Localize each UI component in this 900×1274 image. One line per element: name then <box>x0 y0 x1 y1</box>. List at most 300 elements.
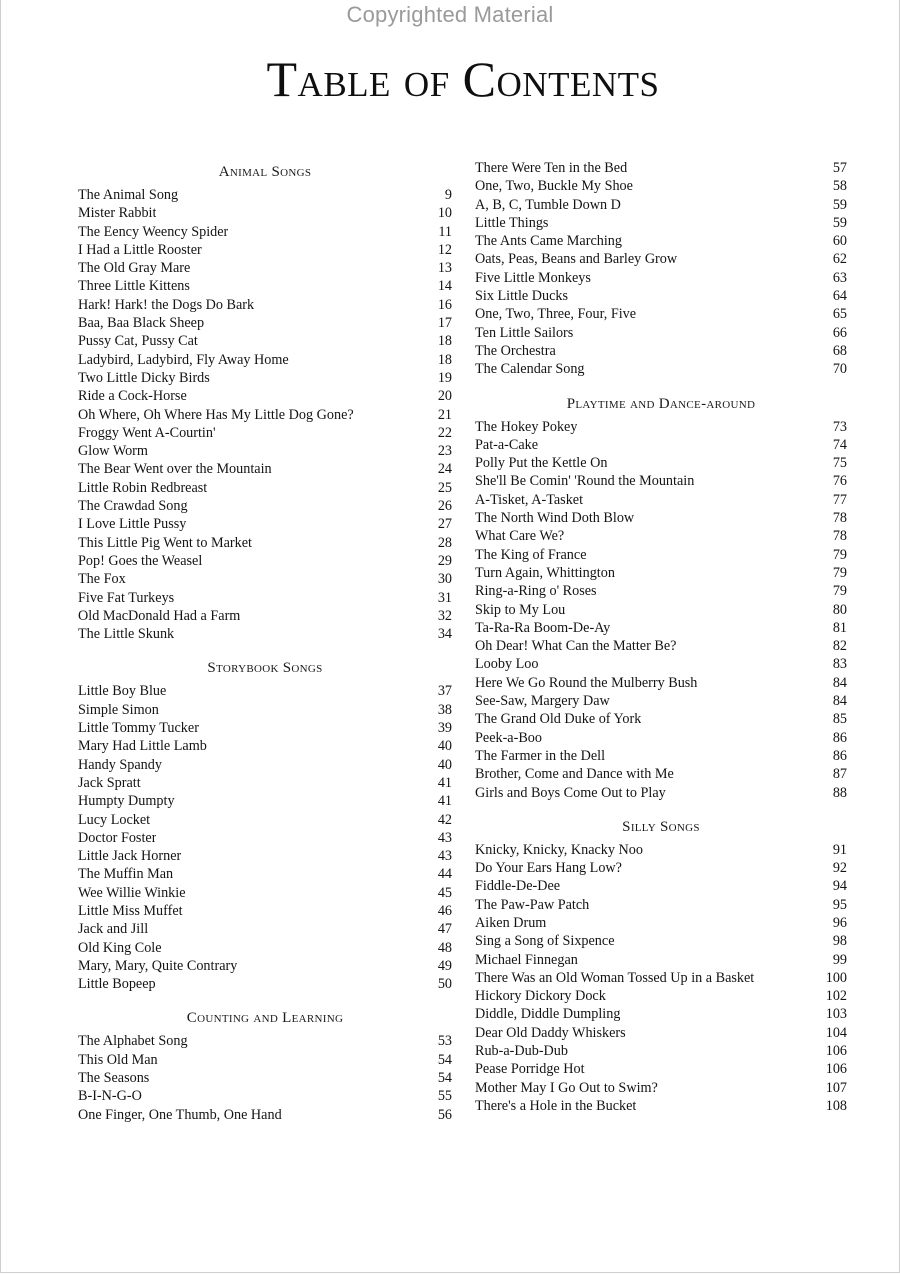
entry-title: Little Bopeep <box>78 976 156 993</box>
entry-title: Sing a Song of Sixpence <box>475 933 615 950</box>
toc-entry <box>475 527 847 545</box>
toc-entry <box>78 1051 452 1069</box>
page-title: Table of Contents <box>266 51 660 107</box>
toc-entry <box>78 497 452 515</box>
entry-title: The King of France <box>475 546 587 563</box>
entry-page-number: 73 <box>832 418 847 435</box>
toc-section-silly-songs <box>475 814 847 1115</box>
entry-page-number: 43 <box>437 848 452 865</box>
entry-title: Humpty Dumpty <box>78 793 175 810</box>
entry-title: Mister Rabbit <box>78 205 157 222</box>
toc-entry <box>78 534 452 552</box>
entry-page-number: 91 <box>832 841 847 858</box>
toc-entry <box>475 232 847 250</box>
entry-page-number: 106 <box>825 1061 847 1078</box>
toc-section-playtime-and-dance-around <box>475 391 847 802</box>
entry-title: The Old Gray Mare <box>78 260 191 277</box>
entry-page-number: 25 <box>437 479 452 496</box>
toc-entry <box>78 442 452 460</box>
toc-entry <box>475 1042 847 1060</box>
entry-title: Two Little Dicky Birds <box>78 369 210 386</box>
entry-page-number: 14 <box>437 278 452 295</box>
entry-title: This Old Man <box>78 1051 158 1068</box>
entry-page-number: 55 <box>437 1088 452 1105</box>
entry-title: The Ants Came Marching <box>475 233 622 250</box>
entry-title: The Fox <box>78 571 126 588</box>
section-heading: Playtime and Dance-around <box>566 395 756 412</box>
entry-page-number: 60 <box>832 233 847 250</box>
toc-entry <box>78 515 452 533</box>
entry-title: Skip to My Lou <box>475 601 566 618</box>
entry-page-number: 19 <box>437 369 452 386</box>
entry-title: One, Two, Buckle My Shoe <box>475 178 633 195</box>
section-heading: Storybook Songs <box>207 660 323 677</box>
toc-entry <box>78 204 452 222</box>
entry-title: Wee Willie Winkie <box>78 884 186 901</box>
entry-title: Rub-a-Dub-Dub <box>475 1043 568 1060</box>
entry-title: Oh Where, Oh Where Has My Little Dog Gone? <box>78 406 354 423</box>
toc-entry <box>475 360 847 378</box>
toc-entry <box>475 765 847 783</box>
toc-entry <box>78 719 452 737</box>
entry-page-number: 81 <box>832 619 847 636</box>
entry-title: Michael Finnegan <box>475 951 578 968</box>
entry-title: This Little Pig Went to Market <box>78 534 252 551</box>
toc-entry <box>475 214 847 232</box>
entry-page-number: 21 <box>437 406 452 423</box>
entry-title: The Crawdad Song <box>78 498 188 515</box>
entry-page-number: 85 <box>832 711 847 728</box>
entry-page-number: 78 <box>832 528 847 545</box>
entry-page-number: 58 <box>832 178 847 195</box>
entry-title: Little Jack Horner <box>78 848 182 865</box>
toc-right-column <box>475 159 847 1115</box>
toc-entry <box>475 896 847 914</box>
toc-entry <box>78 1106 452 1124</box>
toc-entry <box>475 250 847 268</box>
toc-entry <box>475 342 847 360</box>
entry-page-number: 103 <box>825 1006 847 1023</box>
entry-page-number: 92 <box>832 860 847 877</box>
toc-entry <box>475 305 847 323</box>
entry-page-number: 29 <box>437 552 452 569</box>
toc-entry <box>78 939 452 957</box>
toc-entry <box>475 269 847 287</box>
entry-page-number: 80 <box>832 601 847 618</box>
entry-page-number: 17 <box>437 315 452 332</box>
entry-title: What Care We? <box>475 528 565 545</box>
entry-page-number: 22 <box>437 424 452 441</box>
toc-entry <box>475 969 847 987</box>
toc-entry <box>78 774 452 792</box>
toc-entry <box>78 369 452 387</box>
entry-title: Lucy Locket <box>78 811 151 828</box>
toc-entry <box>475 729 847 747</box>
entry-page-number: 40 <box>437 738 452 755</box>
toc-section-animal-songs <box>78 159 452 643</box>
toc-entry <box>78 1069 452 1087</box>
toc-entry <box>78 701 452 719</box>
entry-page-number: 57 <box>832 160 847 176</box>
entry-page-number: 84 <box>832 693 847 710</box>
toc-entry <box>475 418 847 436</box>
toc-entry <box>78 277 452 295</box>
entry-page-number: 79 <box>832 546 847 563</box>
toc-entry <box>475 619 847 637</box>
entry-title: A, B, C, Tumble Down D <box>475 196 621 213</box>
entry-page-number: 31 <box>437 589 452 606</box>
entry-title: Little Boy Blue <box>78 683 167 700</box>
toc-section-counting-and-learning <box>78 1005 452 1123</box>
entry-page-number: 18 <box>437 333 452 350</box>
toc-entry <box>78 847 452 865</box>
toc-entry <box>78 186 452 204</box>
entry-title: Diddle, Diddle Dumpling <box>475 1006 621 1023</box>
entry-title: There's a Hole in the Bucket <box>475 1097 637 1114</box>
entry-title: Hickory Dickory Dock <box>475 988 606 1005</box>
entry-title: Simple Simon <box>78 701 159 718</box>
entry-title: The Calendar Song <box>475 361 585 378</box>
entry-page-number: 43 <box>437 829 452 846</box>
toc-entry <box>78 570 452 588</box>
toc-entry <box>475 159 847 177</box>
entry-title: See-Saw, Margery Daw <box>475 693 610 710</box>
toc-entry <box>475 1060 847 1078</box>
toc-entry <box>78 424 452 442</box>
entry-page-number: 59 <box>832 196 847 213</box>
toc-entry <box>78 552 452 570</box>
entry-title: The Paw-Paw Patch <box>475 896 590 913</box>
toc-section-storybook-songs <box>78 655 452 993</box>
entry-page-number: 26 <box>437 498 452 515</box>
toc-entry <box>475 564 847 582</box>
entry-title: Ring-a-Ring o' Roses <box>475 583 597 600</box>
entry-title: Doctor Foster <box>78 829 157 846</box>
toc-entry <box>475 324 847 342</box>
toc-entry <box>475 859 847 877</box>
entry-title: Ride a Cock-Horse <box>78 388 187 405</box>
entry-title: Froggy Went A-Courtin' <box>78 424 216 441</box>
entry-page-number: 102 <box>825 988 847 1005</box>
entry-page-number: 47 <box>437 921 452 938</box>
entry-page-number: 86 <box>832 747 847 764</box>
entry-title: Three Little Kittens <box>78 278 190 295</box>
toc-entry <box>475 655 847 673</box>
entry-title: Jack and Jill <box>78 921 149 938</box>
toc-entry <box>78 975 452 993</box>
toc-entry <box>78 829 452 847</box>
entry-page-number: 70 <box>832 361 847 378</box>
entry-page-number: 11 <box>438 223 452 240</box>
entry-page-number: 84 <box>832 674 847 691</box>
toc-entry <box>78 589 452 607</box>
entry-page-number: 40 <box>437 756 452 773</box>
entry-page-number: 100 <box>825 969 847 986</box>
toc-entry <box>78 920 452 938</box>
entry-page-number: 79 <box>832 564 847 581</box>
section-heading: Silly Songs <box>622 818 700 835</box>
toc-entry <box>475 637 847 655</box>
entry-page-number: 16 <box>437 296 452 313</box>
entry-page-number: 20 <box>437 388 452 405</box>
toc-entry <box>475 546 847 564</box>
entry-title: The Eency Weency Spider <box>78 223 229 240</box>
entry-title: Pease Porridge Hot <box>475 1061 585 1078</box>
entry-page-number: 24 <box>437 461 452 478</box>
entry-title: Mother May I Go Out to Swim? <box>475 1079 658 1096</box>
toc-entry <box>475 454 847 472</box>
toc-entry <box>475 1097 847 1115</box>
entry-title: B-I-N-G-O <box>78 1088 142 1105</box>
entry-title: Girls and Boys Come Out to Play <box>475 784 666 801</box>
toc-entry <box>475 987 847 1005</box>
entry-title: Little Things <box>475 214 549 231</box>
entry-page-number: 30 <box>437 571 452 588</box>
toc-entry <box>475 841 847 859</box>
toc-entry <box>78 792 452 810</box>
toc-entry <box>475 877 847 895</box>
entry-title: Peek-a-Boo <box>475 729 542 746</box>
toc-entry <box>78 884 452 902</box>
entry-page-number: 78 <box>832 510 847 527</box>
toc-entry <box>475 674 847 692</box>
entry-page-number: 46 <box>437 902 452 919</box>
toc-entry <box>475 472 847 490</box>
entry-title: I Love Little Pussy <box>78 516 187 533</box>
toc-entry <box>475 491 847 509</box>
toc-entry <box>475 177 847 195</box>
toc-entry <box>78 387 452 405</box>
entry-page-number: 45 <box>437 884 452 901</box>
toc-entry <box>475 914 847 932</box>
entry-page-number: 42 <box>437 811 452 828</box>
entry-title: There Were Ten in the Bed <box>475 160 628 176</box>
entry-title: Fiddle-De-Dee <box>475 878 561 895</box>
entry-title: Baa, Baa Black Sheep <box>78 315 205 332</box>
entry-title: The Grand Old Duke of York <box>475 711 642 728</box>
toc-entry <box>78 811 452 829</box>
entry-page-number: 74 <box>832 436 847 453</box>
entry-title: Little Tommy Tucker <box>78 720 199 737</box>
entry-page-number: 28 <box>437 534 452 551</box>
entry-page-number: 106 <box>825 1043 847 1060</box>
toc-entry <box>78 259 452 277</box>
entry-title: Mary, Mary, Quite Contrary <box>78 957 238 974</box>
toc-entry <box>78 223 452 241</box>
entry-title: Dear Old Daddy Whiskers <box>475 1024 626 1041</box>
entry-page-number: 18 <box>437 351 452 368</box>
entry-title: Pop! Goes the Weasel <box>78 552 203 569</box>
entry-title: Turn Again, Whittington <box>475 564 615 581</box>
entry-page-number: 44 <box>437 866 452 883</box>
entry-title: Little Miss Muffet <box>78 902 183 919</box>
entry-title: The Hokey Pokey <box>475 418 578 435</box>
toc-entry <box>78 1032 452 1050</box>
entry-title: Ta-Ra-Ra Boom-De-Ay <box>475 619 611 636</box>
entry-title: The Alphabet Song <box>78 1033 188 1050</box>
toc-entry <box>475 196 847 214</box>
entry-page-number: 41 <box>437 774 452 791</box>
entry-title: Old King Cole <box>78 939 162 956</box>
entry-page-number: 38 <box>437 701 452 718</box>
entry-page-number: 99 <box>832 951 847 968</box>
entry-title: Pussy Cat, Pussy Cat <box>78 333 198 350</box>
entry-page-number: 64 <box>832 288 847 305</box>
toc-entry <box>78 865 452 883</box>
entry-title: Do Your Ears Hang Low? <box>475 860 622 877</box>
toc-entry <box>78 296 452 314</box>
toc-left-column <box>78 159 452 1124</box>
entry-title: The North Wind Doth Blow <box>475 510 635 527</box>
entry-page-number: 66 <box>832 324 847 341</box>
toc-entry <box>78 756 452 774</box>
toc-entry <box>475 692 847 710</box>
toc-entry <box>475 951 847 969</box>
entry-page-number: 50 <box>437 976 452 993</box>
entry-page-number: 75 <box>832 455 847 472</box>
entry-title: Old MacDonald Had a Farm <box>78 607 241 624</box>
entry-page-number: 96 <box>832 914 847 931</box>
entry-page-number: 12 <box>437 241 452 258</box>
entry-title: Pat-a-Cake <box>475 436 539 453</box>
toc-section-continued <box>475 159 847 379</box>
entry-page-number: 83 <box>832 656 847 673</box>
entry-page-number: 32 <box>437 607 452 624</box>
copyright-watermark: Copyrighted Material <box>346 2 554 27</box>
entry-title: She'll Be Comin' 'Round the Mountain <box>475 473 695 490</box>
entry-title: Oh Dear! What Can the Matter Be? <box>475 638 677 655</box>
toc-entry <box>475 710 847 728</box>
entry-title: The Little Skunk <box>78 626 175 643</box>
entry-page-number: 77 <box>832 491 847 508</box>
toc-entry <box>475 436 847 454</box>
entry-page-number: 108 <box>825 1097 847 1114</box>
entry-page-number: 56 <box>437 1106 452 1123</box>
entry-page-number: 95 <box>832 896 847 913</box>
toc-entry <box>78 332 452 350</box>
entry-page-number: 59 <box>832 214 847 231</box>
entry-title: Aiken Drum <box>475 914 547 931</box>
entry-page-number: 62 <box>832 251 847 268</box>
entry-title: There Was an Old Woman Tossed Up in a Basket <box>475 969 755 986</box>
entry-page-number: 37 <box>437 683 452 700</box>
entry-page-number: 9 <box>444 187 452 203</box>
entry-title: The Orchestra <box>475 342 556 359</box>
toc-entry <box>78 406 452 424</box>
entry-title: Five Fat Turkeys <box>78 589 175 606</box>
toc-entry <box>475 784 847 802</box>
entry-title: Knicky, Knicky, Knacky Noo <box>475 841 643 858</box>
toc-entry <box>78 479 452 497</box>
entry-title: Hark! Hark! the Dogs Do Bark <box>78 296 255 313</box>
entry-page-number: 79 <box>832 583 847 600</box>
entry-page-number: 88 <box>832 784 847 801</box>
entry-title: Little Robin Redbreast <box>78 479 208 496</box>
entry-title: Oats, Peas, Beans and Barley Grow <box>475 251 678 268</box>
entry-title: Handy Spandy <box>78 756 162 773</box>
entry-title: I Had a Little Rooster <box>78 241 202 258</box>
entry-title: The Muffin Man <box>78 866 174 883</box>
entry-title: One Finger, One Thumb, One Hand <box>78 1106 282 1123</box>
entry-page-number: 65 <box>832 306 847 323</box>
toc-entry <box>78 737 452 755</box>
entry-page-number: 76 <box>832 473 847 490</box>
entry-title: Polly Put the Kettle On <box>475 455 608 472</box>
entry-title: The Animal Song <box>78 187 179 203</box>
toc-entry <box>78 1087 452 1105</box>
toc-entry <box>78 682 452 700</box>
entry-page-number: 63 <box>832 269 847 286</box>
entry-page-number: 94 <box>832 878 847 895</box>
entry-title: Here We Go Round the Mulberry Bush <box>475 674 698 691</box>
entry-page-number: 68 <box>832 342 847 359</box>
entry-title: Ladybird, Ladybird, Fly Away Home <box>78 351 289 368</box>
toc-entry <box>78 625 452 643</box>
entry-title: Ten Little Sailors <box>475 324 574 341</box>
entry-page-number: 34 <box>437 626 452 643</box>
toc-entry <box>475 1079 847 1097</box>
entry-title: The Seasons <box>78 1070 150 1087</box>
toc-entry <box>78 902 452 920</box>
toc-entry <box>475 1024 847 1042</box>
entry-page-number: 23 <box>437 443 452 460</box>
entry-title: Glow Worm <box>78 443 148 460</box>
entry-title: The Farmer in the Dell <box>475 747 606 764</box>
entry-title: Six Little Ducks <box>475 288 569 305</box>
entry-page-number: 54 <box>437 1051 452 1068</box>
toc-entry <box>78 460 452 478</box>
toc-entry <box>78 241 452 259</box>
entry-page-number: 54 <box>437 1070 452 1087</box>
entry-page-number: 104 <box>825 1024 847 1041</box>
toc-entry <box>78 314 452 332</box>
entry-page-number: 53 <box>437 1033 452 1050</box>
section-heading: Animal Songs <box>218 164 312 180</box>
entry-title: One, Two, Three, Four, Five <box>475 306 637 323</box>
entry-title: Brother, Come and Dance with Me <box>475 766 674 783</box>
toc-entry <box>78 607 452 625</box>
toc-entry <box>78 351 452 369</box>
entry-page-number: 87 <box>832 766 847 783</box>
toc-entry <box>78 957 452 975</box>
entry-page-number: 27 <box>437 516 452 533</box>
toc-entry <box>475 932 847 950</box>
entry-title: Mary Had Little Lamb <box>78 738 207 755</box>
entry-page-number: 82 <box>832 638 847 655</box>
entry-title: Jack Spratt <box>78 774 141 791</box>
entry-page-number: 49 <box>437 957 452 974</box>
entry-page-number: 48 <box>437 939 452 956</box>
toc-entry <box>475 601 847 619</box>
entry-page-number: 39 <box>437 720 452 737</box>
toc-entry <box>475 1005 847 1023</box>
toc-entry <box>475 287 847 305</box>
toc-entry <box>475 747 847 765</box>
section-heading: Counting and Learning <box>186 1010 344 1027</box>
entry-page-number: 13 <box>437 260 452 277</box>
entry-title: A-Tisket, A-Tasket <box>475 491 584 508</box>
toc-entry <box>475 509 847 527</box>
entry-title: Looby Loo <box>475 656 539 673</box>
entry-title: Five Little Monkeys <box>475 269 591 286</box>
entry-page-number: 10 <box>437 205 452 222</box>
entry-page-number: 41 <box>437 793 452 810</box>
entry-page-number: 107 <box>825 1079 847 1096</box>
entry-title: The Bear Went over the Mountain <box>78 461 272 478</box>
entry-page-number: 86 <box>832 729 847 746</box>
toc-entry <box>475 582 847 600</box>
entry-page-number: 98 <box>832 933 847 950</box>
